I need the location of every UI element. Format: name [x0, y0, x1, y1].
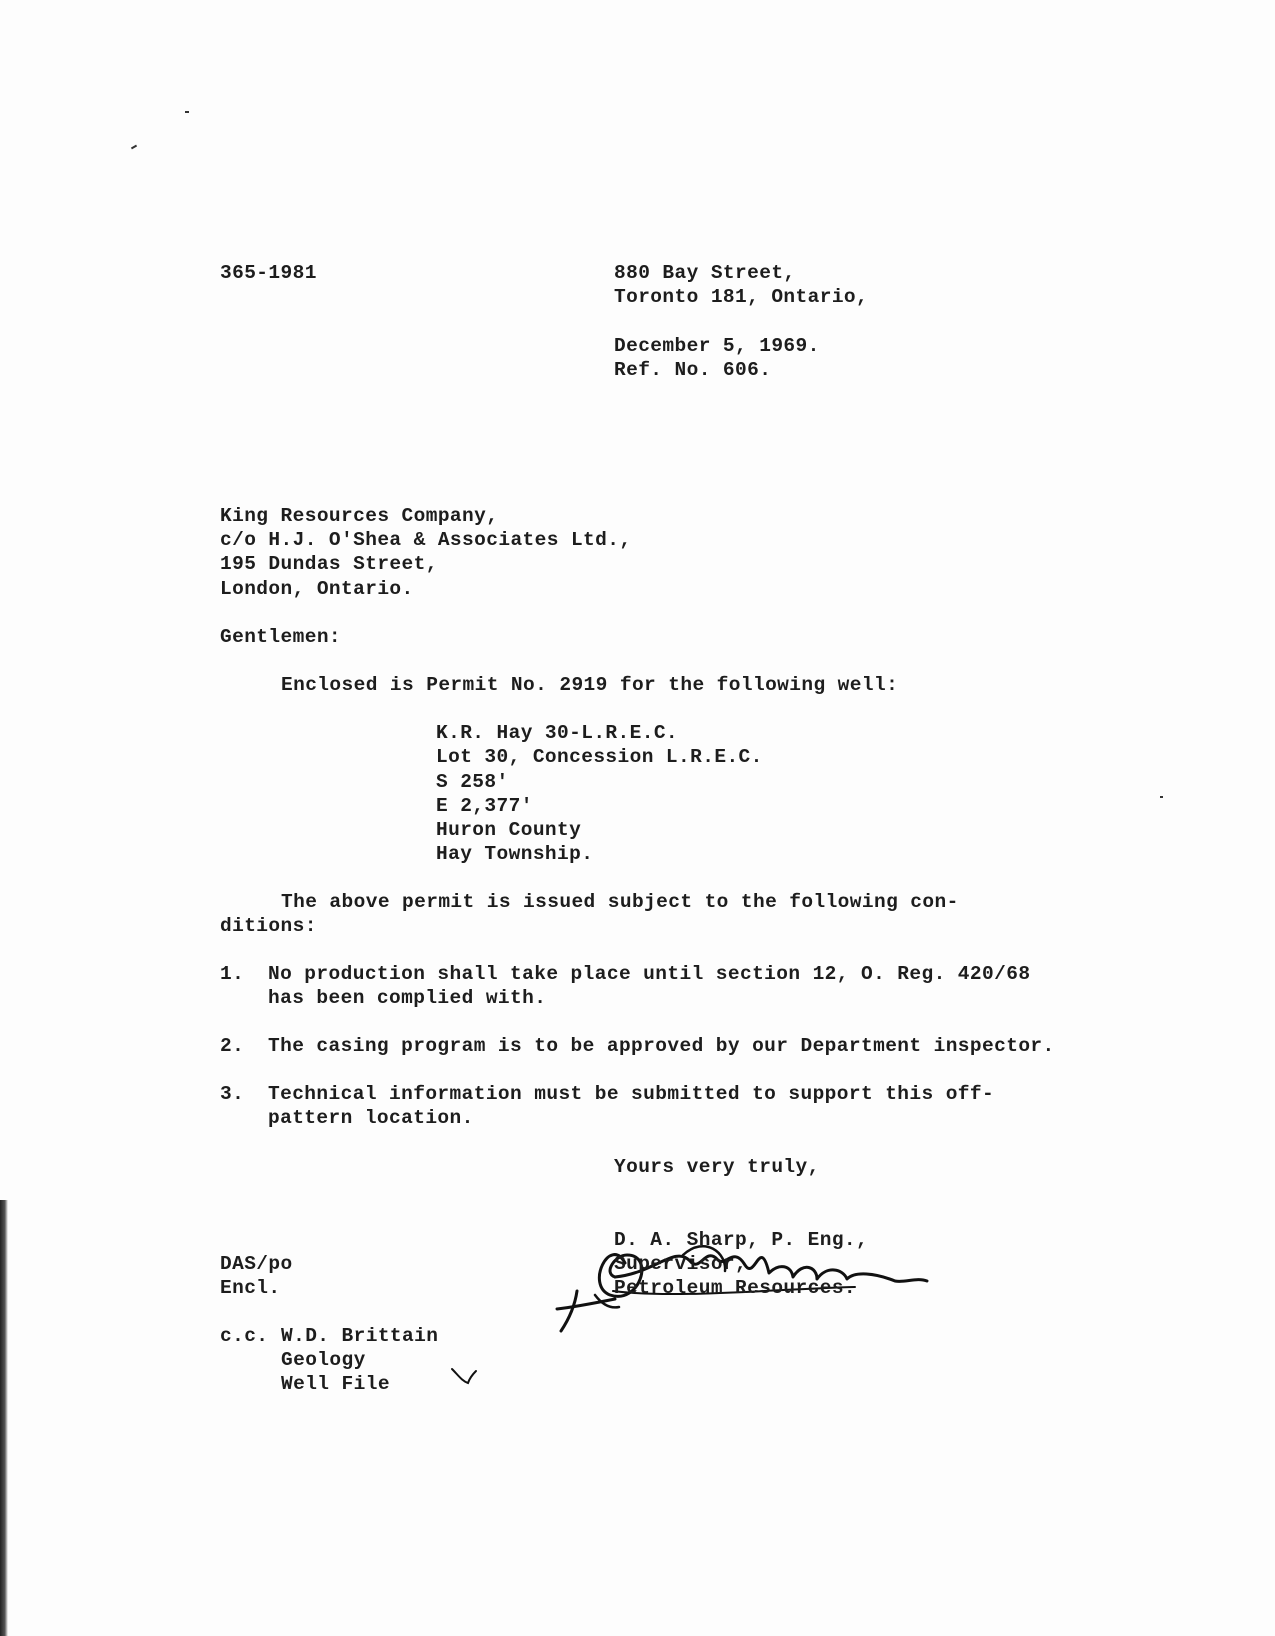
well-name: K.R. Hay 30-L.R.E.C. — [436, 722, 679, 744]
salutation: Gentlemen: — [220, 626, 342, 648]
enclosure-note: Encl. — [220, 1277, 281, 1299]
file-number: 365-1981 — [220, 262, 317, 284]
typist-initials: DAS/po — [220, 1253, 293, 1275]
condition-text-line-2: pattern location. — [268, 1107, 474, 1129]
condition-text-line-2: has been complied with. — [268, 987, 547, 1009]
cc-label: c.c. — [220, 1325, 269, 1347]
recipient-line-1: King Resources Company, — [220, 505, 499, 527]
recipient-line-3: 195 Dundas Street, — [220, 553, 438, 575]
well-township: Hay Township. — [436, 843, 594, 865]
scan-speck — [185, 111, 189, 113]
condition-text-line-1: The casing program is to be approved by our Department inspector. — [268, 1035, 1055, 1057]
signer-title: Supervisor, — [614, 1253, 748, 1275]
well-lot: Lot 30, Concession L.R.E.C. — [436, 746, 763, 768]
closing: Yours very truly, — [614, 1156, 820, 1178]
well-east: E 2,377' — [436, 795, 533, 817]
conditions-intro-line-1: The above permit is issued subject to the following con- — [281, 891, 959, 913]
cc-recipient: Well File — [281, 1373, 390, 1395]
signer-name: D. A. Sharp, P. Eng., — [614, 1229, 869, 1251]
scan-edge-shadow — [0, 1200, 8, 1636]
check-mark-icon — [450, 1367, 490, 1395]
letter-date: December 5, 1969. — [614, 335, 820, 357]
reference-number: Ref. No. 606. — [614, 359, 772, 381]
scan-speck — [1160, 796, 1163, 798]
well-county: Huron County — [436, 819, 582, 841]
well-south: S 258' — [436, 771, 509, 793]
sender-address-line-1: 880 Bay Street, — [614, 262, 796, 284]
condition-number: 1. — [220, 963, 245, 985]
recipient-line-2: c/o H.J. O'Shea & Associates Ltd., — [220, 529, 632, 551]
conditions-intro-line-2: ditions: — [220, 915, 317, 937]
signer-department: Petroleum Resources. — [614, 1277, 857, 1299]
scan-speck — [131, 145, 137, 150]
intro-paragraph: Enclosed is Permit No. 2919 for the following well: — [281, 674, 899, 696]
cc-recipient: W.D. Brittain — [281, 1325, 439, 1347]
condition-text-line-1: No production shall take place until section 12, O. Reg. 420/68 — [268, 963, 1031, 985]
condition-number: 3. — [220, 1083, 245, 1105]
recipient-line-4: London, Ontario. — [220, 578, 414, 600]
cc-recipient: Geology — [281, 1349, 366, 1371]
condition-text-line-1: Technical information must be submitted to support this off- — [268, 1083, 995, 1105]
condition-number: 2. — [220, 1035, 245, 1057]
sender-address-line-2: Toronto 181, Ontario, — [614, 286, 869, 308]
